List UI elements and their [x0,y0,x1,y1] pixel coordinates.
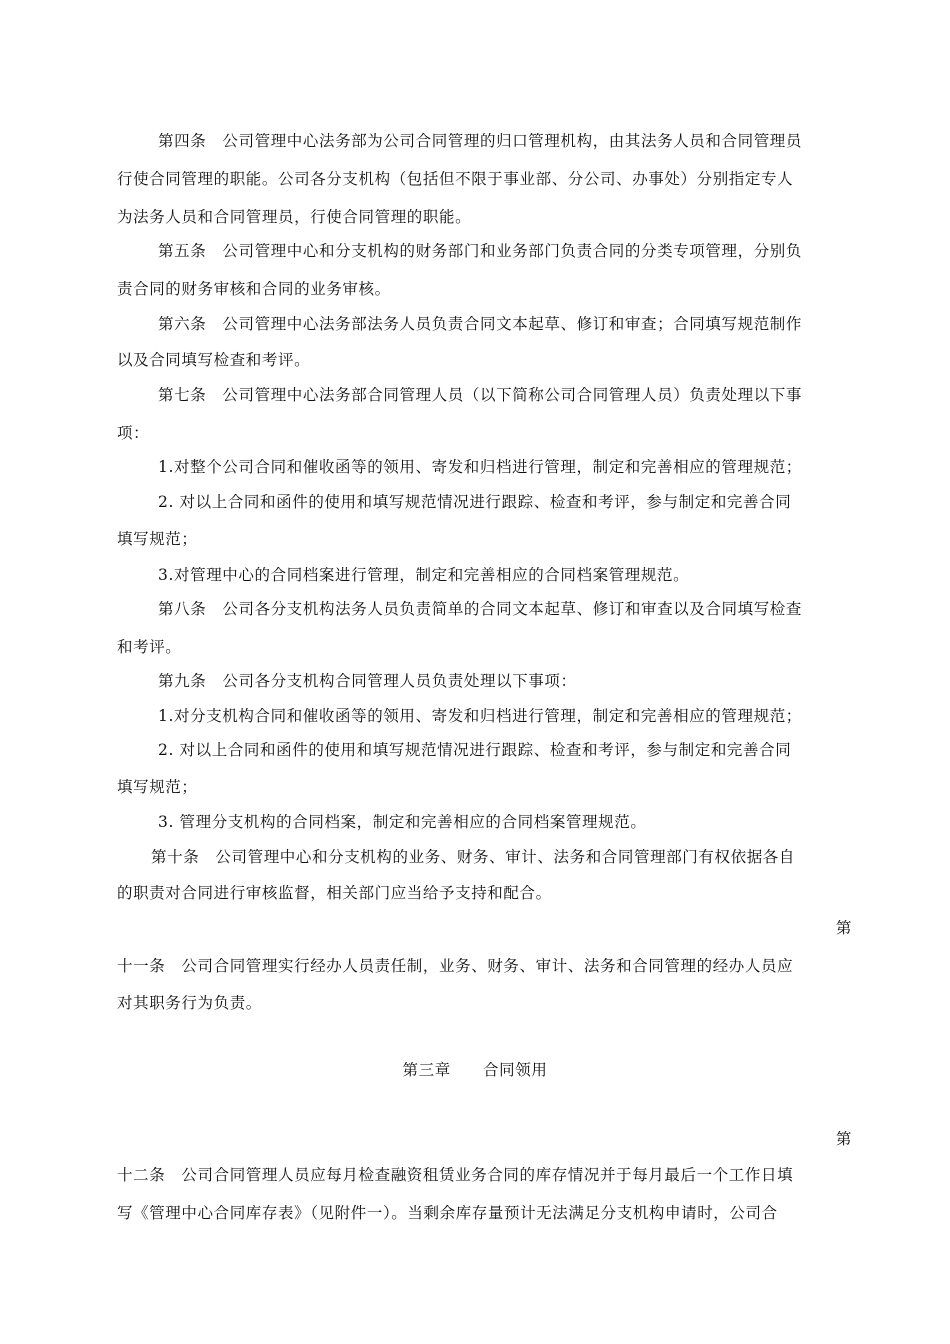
article-9-item-2-line-2: 填写规范； [117,778,198,796]
article-4-line-2: 行使合同管理的职能。公司各分支机构（包括但不限于事业部、分公司、办事处）分别指定专人 [117,170,794,188]
article-4-line-1: 第四条 公司管理中心法务部为公司合同管理的归口管理机构，由其法务人员和合同管理员 [158,132,803,150]
article-9-item-1: 1.对分支机构合同和催收函等的领用、寄发和归档进行管理，制定和完善相应的管理规范； [158,707,802,725]
article-10-line-1: 第十条 公司管理中心和分支机构的业务、财务、审计、法务和合同管理部门有权依据各自 [151,848,796,866]
article-6-line-2: 以及合同填写检查和考评。 [117,351,311,369]
article-9-item-2-line-1: 2. 对以上合同和函件的使用和填写规范情况进行跟踪、检查和考评，参与制定和完善合同 [158,741,792,759]
article-11-line-1: 十一条 公司合同管理实行经办人员责任制，业务、财务、审计、法务和合同管理的经办人员应 [117,957,794,975]
article-6-line-1: 第六条 公司管理中心法务部法务人员负责合同文本起草、修订和审查；合同填写规范制作 [158,315,803,333]
article-11-prefix: 第 [835,919,852,937]
article-5-line-1: 第五条 公司管理中心和分支机构的财务部门和业务部门负责合同的分类专项管理，分别负 [158,242,803,260]
article-11-line-2: 对其职务行为负责。 [117,994,262,1012]
article-12-line-1: 十二条 公司合同管理人员应每月检查融资租赁业务合同的库存情况并于每月最后一个工作日填 [117,1166,794,1184]
article-12-prefix: 第 [835,1130,852,1148]
article-9-item-3: 3. 管理分支机构的合同档案，制定和完善相应的合同档案管理规范。 [158,813,647,831]
article-8-line-1: 第八条 公司各分支机构法务人员负责简单的合同文本起草、修订和审查以及合同填写检查 [158,600,803,618]
chapter-3-heading: 第三章 合同领用 [402,1061,548,1079]
article-7-item-3: 3.对管理中心的合同档案进行管理，制定和完善相应的合同档案管理规范。 [158,566,690,584]
article-7-item-2-line-1: 2. 对以上合同和函件的使用和填写规范情况进行跟踪、检查和考评，参与制定和完善合同 [158,493,792,511]
article-7-line-1: 第七条 公司管理中心法务部合同管理人员（以下简称公司合同管理人员）负责处理以下事 [158,386,803,404]
article-10-line-2: 的职责对合同进行审核监督，相关部门应当给予支持和配合。 [117,884,552,902]
article-8-line-2: 和考评。 [117,638,182,656]
article-7-item-1: 1.对整个公司合同和催收函等的领用、寄发和归档进行管理，制定和完善相应的管理规范； [158,458,802,476]
article-7-item-2-line-2: 填写规范； [117,530,198,548]
article-12-line-2: 写《管理中心合同库存表》（见附件一）。当剩余库存量预计无法满足分支机构申请时，公司合 [117,1204,778,1222]
article-4-line-3: 为法务人员和合同管理员，行使合同管理的职能。 [117,208,472,226]
article-7-line-2: 项： [117,424,150,442]
article-5-line-2: 责合同的财务审核和合同的业务审核。 [117,280,391,298]
article-9-line-1: 第九条 公司各分支机构合同管理人员负责处理以下事项： [158,672,577,690]
